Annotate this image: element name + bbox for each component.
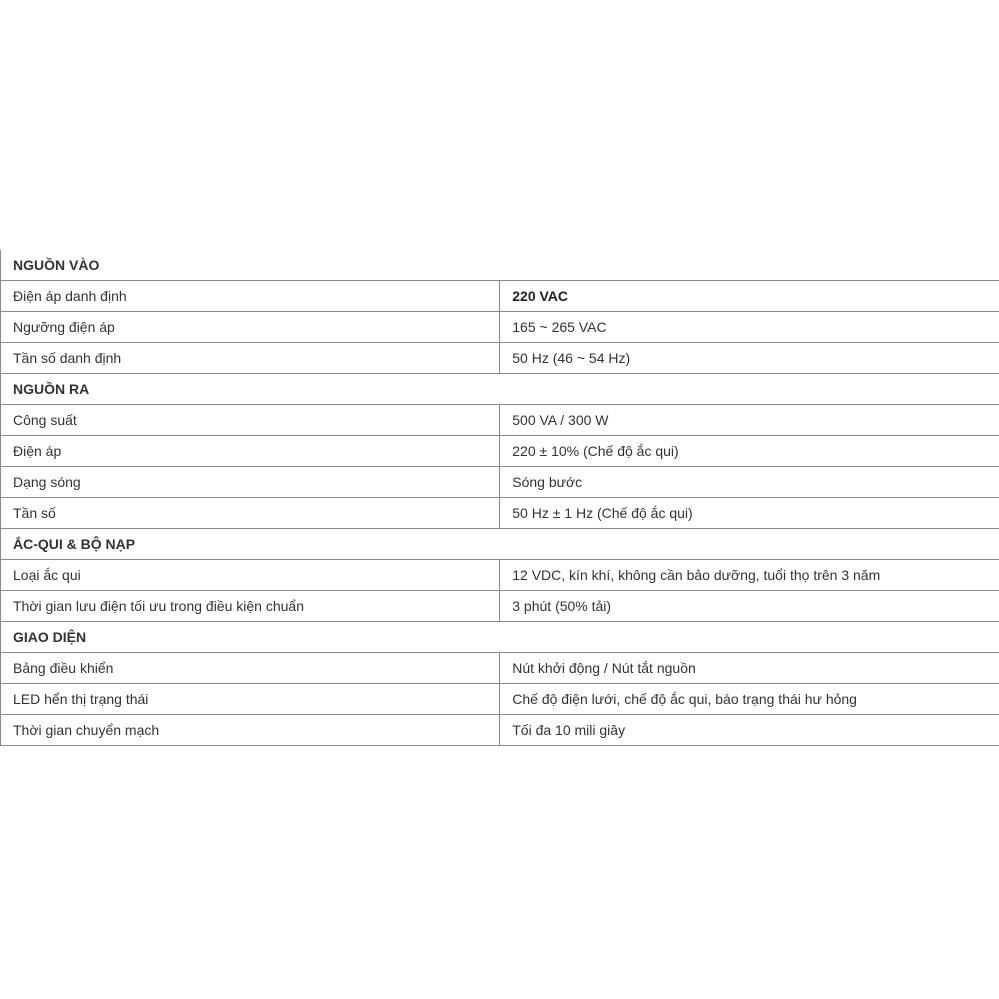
spec-label: Điện áp xyxy=(1,436,500,467)
spec-value: Chế độ điện lưới, chế độ ắc qui, báo trạng thái hư hỏng xyxy=(500,684,999,715)
spec-value: 220 VAC xyxy=(500,281,999,312)
table-row xyxy=(1,653,999,684)
spec-value: Nút khởi động / Nút tắt nguồn xyxy=(500,653,999,684)
table-row xyxy=(1,684,999,715)
spec-label: Dạng sóng xyxy=(1,467,500,498)
spec-label: LED hển thị trạng thái xyxy=(1,684,500,715)
section-title: GIAO DIỆN xyxy=(1,622,999,653)
section-title: ẮC-QUI & BỘ NẠP xyxy=(1,529,999,560)
table-row xyxy=(1,343,999,374)
section-header-row xyxy=(1,374,999,405)
spec-label: Công suất xyxy=(1,405,500,436)
spec-value: 50 Hz ± 1 Hz (Chế độ ắc qui) xyxy=(500,498,999,529)
spec-label: Tần số danh định xyxy=(1,343,500,374)
spec-value: 220 ± 10% (Chế độ ắc qui) xyxy=(500,436,999,467)
spec-label: Thời gian lưu điện tối ưu trong điều kiện chuẩn xyxy=(1,591,500,622)
spec-label: Loại ắc qui xyxy=(1,560,500,591)
section-header-row xyxy=(1,622,999,653)
spec-value: 50 Hz (46 ~ 54 Hz) xyxy=(500,343,999,374)
section-header-row xyxy=(1,250,999,281)
spec-value: Sóng bước xyxy=(500,467,999,498)
table-row xyxy=(1,281,999,312)
spec-value: 12 VDC, kín khí, không cần bảo dưỡng, tuổi thọ trên 3 năm xyxy=(500,560,999,591)
spec-table-body xyxy=(1,250,999,746)
spec-value: Tối đa 10 mili giây xyxy=(500,715,999,746)
section-title: NGUỒN VÀO xyxy=(1,250,999,281)
spec-value: 500 VA / 300 W xyxy=(500,405,999,436)
section-header-row xyxy=(1,529,999,560)
table-row xyxy=(1,498,999,529)
spec-label: Tần số xyxy=(1,498,500,529)
spec-value: 165 ~ 265 VAC xyxy=(500,312,999,343)
spec-label: Bảng điều khiển xyxy=(1,653,500,684)
table-row xyxy=(1,405,999,436)
table-row xyxy=(1,436,999,467)
spec-label: Thời gian chuyển mạch xyxy=(1,715,500,746)
spec-table xyxy=(0,250,999,746)
table-row xyxy=(1,467,999,498)
spec-label: Ngưỡng điện áp xyxy=(1,312,500,343)
table-row xyxy=(1,715,999,746)
table-row xyxy=(1,312,999,343)
spec-label: Điện áp danh định xyxy=(1,281,500,312)
table-row xyxy=(1,560,999,591)
table-row xyxy=(1,591,999,622)
spec-value: 3 phút (50% tải) xyxy=(500,591,999,622)
section-title: NGUỒN RA xyxy=(1,374,999,405)
